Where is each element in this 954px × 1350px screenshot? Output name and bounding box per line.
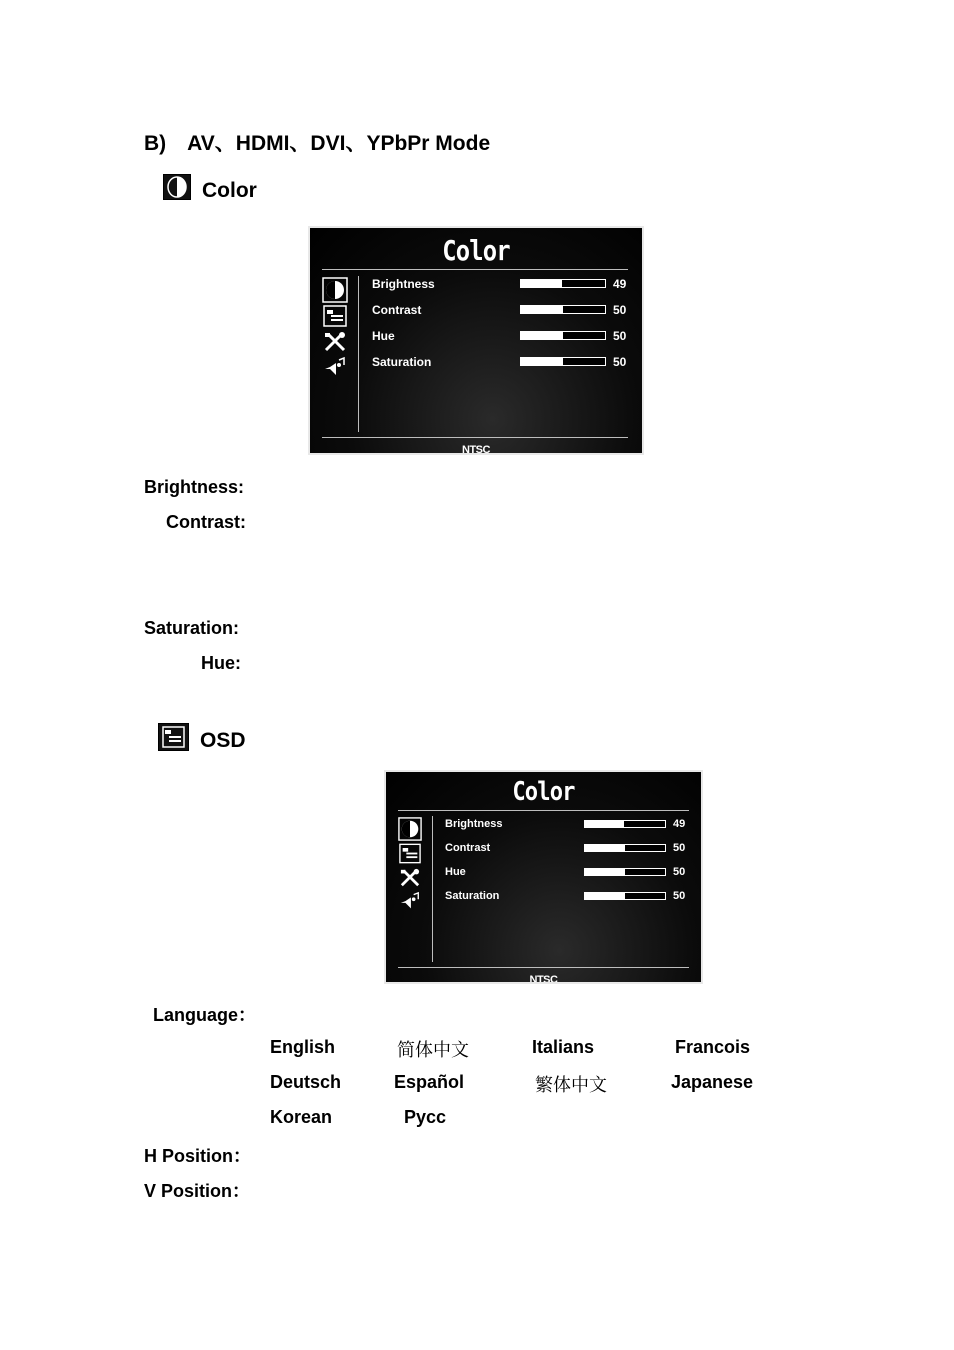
osd-menu-row — [372, 277, 637, 293]
osd-item-label: Hue — [372, 329, 395, 343]
language-option: Español — [394, 1072, 465, 1092]
osd-menu-icon — [323, 305, 347, 332]
language-option: 简体中文 — [397, 1040, 469, 1061]
osd-level-fill — [585, 893, 625, 899]
osd-level-bar — [520, 305, 606, 314]
osd-title: Color — [442, 234, 510, 267]
osd-menu-row — [372, 329, 637, 345]
osd-item-value: 50 — [613, 329, 627, 343]
osd-item-value: 50 — [673, 890, 686, 902]
osd-level-fill — [521, 332, 563, 339]
osd-menu-row — [372, 355, 637, 371]
hue-label: Hue: — [201, 653, 241, 673]
osd-level-fill — [585, 869, 625, 875]
osd-item-label: Saturation — [445, 890, 500, 902]
language-option: Korean — [270, 1107, 333, 1127]
language-option: English — [270, 1037, 336, 1057]
osd-menu-row — [445, 842, 697, 857]
language-option: 繁体中文 — [535, 1075, 607, 1096]
language-option: Japanese — [671, 1072, 754, 1092]
language-label: Language： — [153, 1005, 257, 1025]
osd-level-fill — [521, 358, 563, 365]
osd-menu-row — [445, 818, 697, 833]
osd-item-label: Contrast — [372, 303, 422, 317]
osd-item-value: 50 — [613, 303, 627, 317]
osd-item-label: Hue — [445, 866, 466, 878]
v-position-label: V Position： — [144, 1181, 251, 1201]
osd-section-title: OSD — [200, 729, 246, 752]
osd-title: Color — [512, 777, 575, 807]
page-heading: B) AV、HDMI、DVI、YPbPr Mode — [144, 132, 491, 155]
speaker-music-icon — [323, 356, 347, 385]
osd-footer: NTSC — [462, 444, 490, 455]
osd-menu-row — [372, 303, 637, 319]
language-option: Italians — [532, 1037, 595, 1057]
osd-menu-row — [445, 890, 697, 905]
osd-level-bar — [584, 892, 666, 900]
osd-screenshot-color — [308, 226, 644, 455]
osd-item-label: Brightness — [372, 277, 435, 291]
contrast-icon — [398, 817, 422, 846]
color-section-title: Color — [202, 179, 257, 202]
osd-level-bar — [584, 820, 666, 828]
contrast-icon — [163, 174, 191, 200]
brightness-label: Brightness: — [144, 477, 245, 497]
osd-footer: NTSC — [529, 974, 558, 984]
language-option: Francois — [675, 1037, 751, 1057]
osd-item-value: 50 — [673, 842, 686, 854]
tools-icon — [399, 868, 421, 893]
saturation-label: Saturation: — [144, 618, 240, 638]
osd-level-fill — [585, 821, 624, 827]
osd-level-bar — [520, 357, 606, 366]
osd-screenshot-osd — [384, 770, 703, 984]
speaker-music-icon — [399, 891, 421, 918]
osd-menu-row — [445, 866, 697, 881]
osd-item-value: 50 — [613, 355, 627, 369]
osd-item-value: 50 — [673, 866, 686, 878]
osd-level-fill — [521, 306, 563, 313]
osd-level-fill — [521, 280, 562, 287]
contrast-icon — [322, 277, 348, 308]
osd-item-value: 49 — [673, 818, 686, 830]
osd-menu-icon — [158, 723, 189, 751]
osd-item-label: Contrast — [445, 842, 491, 854]
osd-level-bar — [520, 331, 606, 340]
osd-level-bar — [520, 279, 606, 288]
osd-item-value: 49 — [613, 277, 627, 291]
osd-item-label: Brightness — [445, 818, 503, 830]
osd-level-fill — [585, 845, 625, 851]
osd-level-bar — [584, 868, 666, 876]
contrast-label: Contrast: — [166, 512, 246, 532]
language-option: Deutsch — [270, 1072, 342, 1092]
osd-menu-icon — [399, 843, 421, 869]
language-option: Pycc — [404, 1107, 447, 1127]
tools-icon — [323, 331, 347, 358]
osd-level-bar — [584, 844, 666, 852]
h-position-label: H Position： — [144, 1146, 251, 1166]
osd-item-label: Saturation — [372, 355, 432, 369]
